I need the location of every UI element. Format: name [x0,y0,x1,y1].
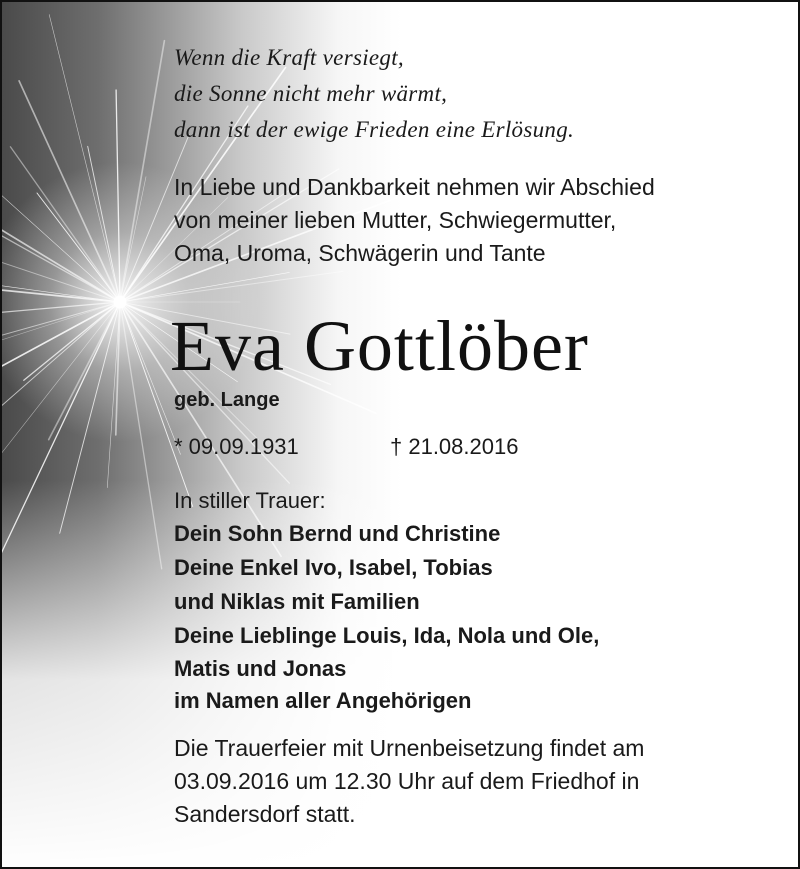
funeral-info-line: Sandersdorf statt. [174,801,356,827]
poem-line: Wenn die Kraft versiegt, [174,45,404,70]
mourner-line: Deine Enkel Ivo, Isabel, Tobias [174,555,493,580]
mourner-line: Dein Sohn Bernd und Christine [174,521,501,546]
funeral-info-line: Die Trauerfeier mit Urnenbeisetzung findet am [174,735,645,761]
maiden-name: geb. Lange [174,389,280,411]
poem-line: die Sonne nicht mehr wärmt, [174,81,448,106]
mourner-line: Matis und Jonas [174,656,347,681]
mourner-line: Deine Lieblinge Louis, Ida, Nola und Ole, [174,623,600,648]
mourner-line: im Namen aller Angehörigen [174,688,472,713]
birth-date: * 09.09.1931 [174,434,299,459]
intro-line: Oma, Uroma, Schwägerin und Tante [174,240,546,266]
intro-line: von meiner lieben Mutter, Schwiegermutter, [174,207,617,233]
mourners-heading: In stiller Trauer: [174,488,326,513]
deceased-name: Eva Gottlöber [170,306,589,386]
death-date: † 21.08.2016 [390,434,519,459]
mourner-line: und Niklas mit Familien [174,589,420,614]
funeral-info-line: 03.09.2016 um 12.30 Uhr auf dem Friedhof in [174,768,640,794]
intro-line: In Liebe und Dankbarkeit nehmen wir Abschied [174,174,655,200]
poem-line: dann ist der ewige Frieden eine Erlösung. [174,117,575,142]
notice-text [2,2,800,869]
